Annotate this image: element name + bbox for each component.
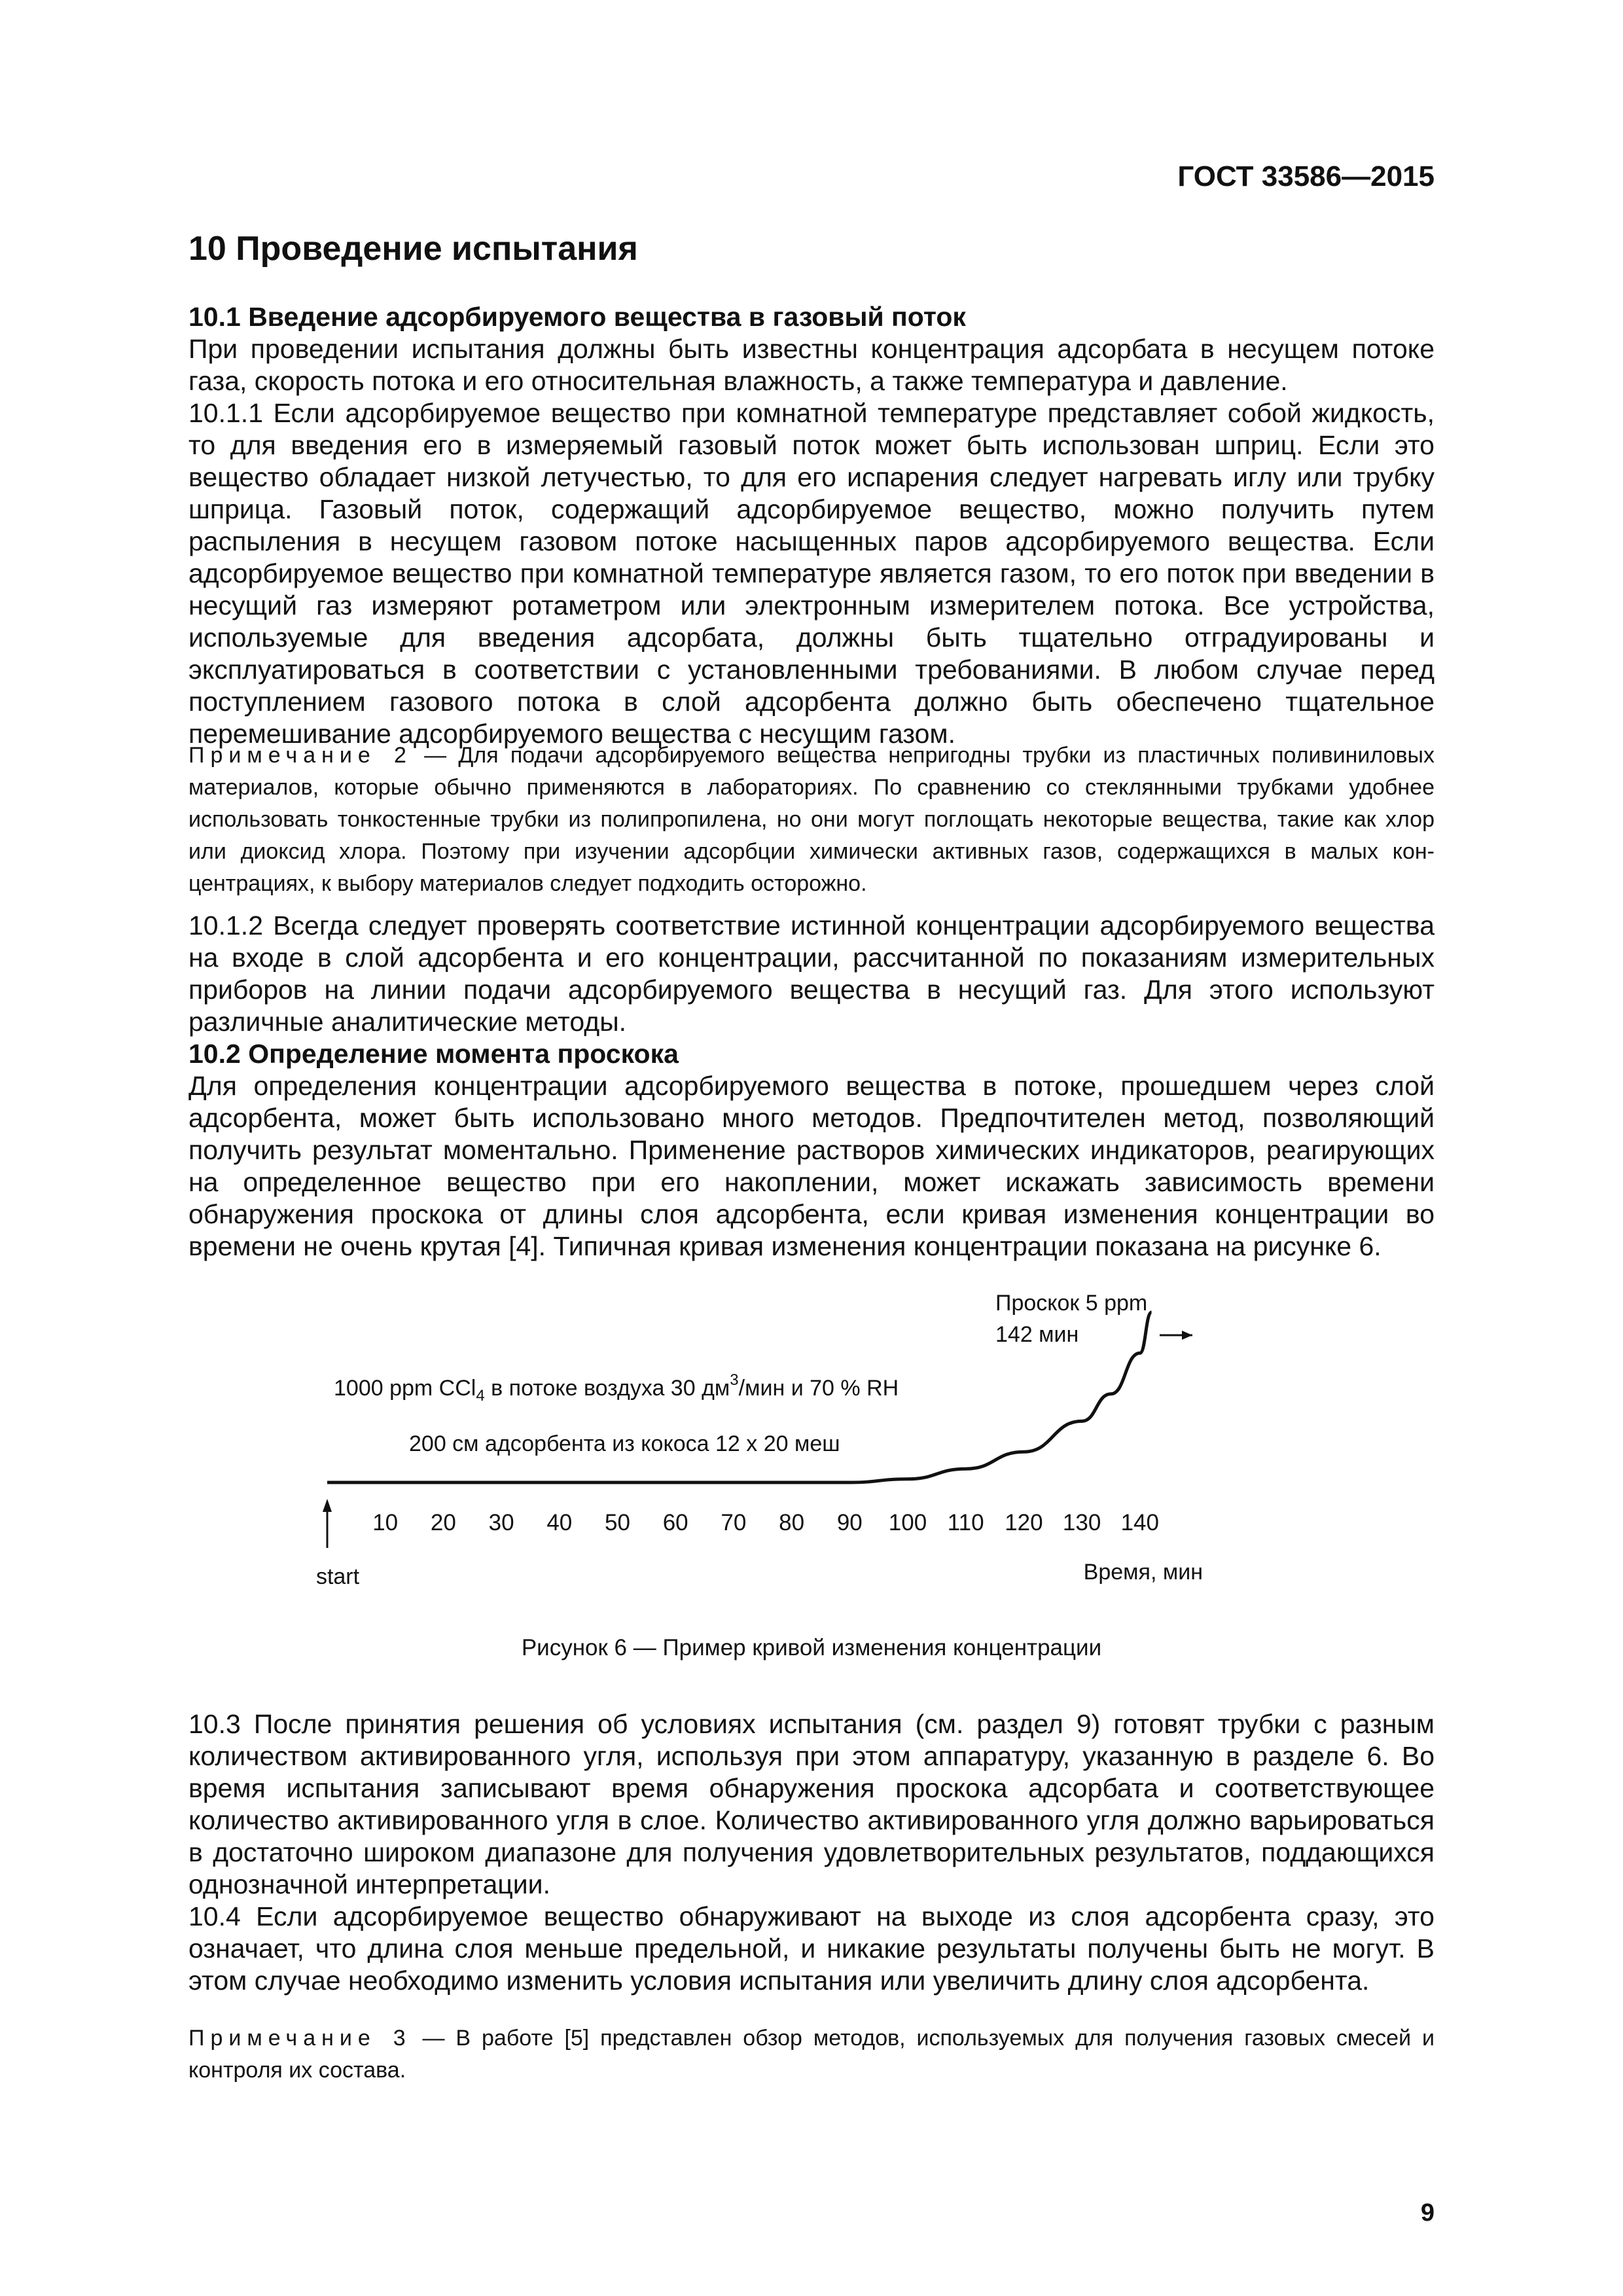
paragraph-10-4: 10.4 Если адсорбируемое вещество обнаруживают на выходе из слоя адсорбента сразу, это означает, что длина слоя меньше предельной, и никакие результаты получены быть не могут. В этом случае необходимо изменить условия испытания или увеличить длину слоя адсорбента.: [188, 1901, 1435, 1996]
start-label: start: [315, 1564, 360, 1589]
x-tick-label: 90: [836, 1510, 863, 1535]
paragraph-10-1-1: 10.1.1 Если адсорбируемое вещество при комнатной температуре представляет собой жидкость, то для введения его в измеряемый газовый поток может быть использован шприц. Если это вещество обладает низкой летучестью, то для его испарения следует нагревать иглу или трубку шприца. Газовый поток, содержащий адсорбируемое вещество, можно получить путем распыления в несущем газовом потоке насыщенных паров адсорбируемого вещества. Если адсорбируемое вещество при комнатной температуре является газом, то его поток при введении в несущий газ измеряют ротаметром или электронным измерителем потока. Все устройства, используемые для введения адсорбата, должны быть тщательно отградуированы и эксплуатироваться в соответствии с установленными требованиями. В любом случае перед поступлением газового потока в слой адсорбента должно быть обеспечено тщательное перемешивание адсорбируемого вещества с несущим газом.: [188, 398, 1435, 749]
breakthrough-arrow-head: [1182, 1331, 1192, 1340]
conditions-line-2: 200 см адсорбента из кокоса 12 х 20 меш: [409, 1431, 840, 1456]
x-tick-label: 60: [662, 1510, 688, 1535]
note-3-label: Примечание 3: [188, 2026, 412, 2051]
x-tick-label: 80: [779, 1510, 805, 1535]
paragraph-10-3: 10.3 После принятия решения об условиях испытания (см. раздел 9) готовят трубки с разным количеством активированного угля, используя при этом аппаратуру, указанную в разделе 6. Во время испытания записывают время обнаружения проскока адсорбата и соответствующее количество активированного угля в слое. Количество активированного угля должно варьироваться в достаточно широком диапазоне для получения удовлетворительных результатов, поддающихся однозначной интерпретации.: [188, 1709, 1435, 1899]
breakthrough-time: 142 мин: [995, 1322, 1079, 1347]
x-tick-label: 130: [1062, 1510, 1101, 1535]
x-tick-label: 20: [430, 1510, 456, 1535]
breakthrough-label: Проскок 5 ppm: [995, 1291, 1148, 1316]
x-tick-label: 30: [488, 1510, 514, 1535]
x-tick-label: 10: [372, 1510, 399, 1535]
note-2-paragraph: [188, 740, 1435, 900]
x-tick-label: 120: [1005, 1510, 1043, 1535]
figure-6-caption: Рисунок 6 — Пример кривой изменения концентрации: [521, 1635, 1102, 1660]
note-3-text: — В работе [5] представлен обзор методов, используемых для получения газовых смесей и контроля их состава.: [188, 2026, 1435, 2083]
x-tick-label: 100: [888, 1510, 927, 1535]
x-tick-label: 50: [605, 1510, 630, 1535]
conditions-line-1: 1000 ppm CCl$_4$ в потоке воздуха 30 $дм^3$/мин и 70 % RH: [334, 1371, 899, 1405]
subsection-10-2-block: [188, 910, 1435, 1263]
x-tick-label: 70: [721, 1510, 747, 1535]
section-title: 10 Проведение испытания: [188, 230, 638, 268]
doc-code-header: ГОСТ 33586—2015: [1177, 160, 1435, 192]
x-tick-label: 40: [546, 1510, 573, 1535]
note-3: [188, 2022, 1435, 2087]
paragraph-10-1-intro: При проведении испытания должны быть известны концентрация адсорбата в несущем потоке газа, скорость потока и его относительная влажность, а также температура и давление.: [188, 334, 1435, 396]
paragraph-10-1-2: 10.1.2 Всегда следует проверять соответствие истинной концентрации адсорбируемого вещества на входе в слой адсорбента и его концентрации, рассчитанной по показаниям измерительных приборов на линии подачи адсорбируемого вещества в несущий газ. Для этого используют различные аналитические методы.: [188, 910, 1435, 1037]
note-3-paragraph: [188, 2022, 1435, 2087]
paragraph-10-2: Для определения концентрации адсорбируемого вещества в потоке, прошедшем через слой адсорбента, может быть использовано много методов. Предпочтителен метод, позволяющий получить результат моментально. Применение растворов химических индикаторов, реагирующих на определенное вещество при его накоплении, может искажать зависимость времени обнаружения проскока от длины слоя адсорбента, если кривая изменения концентрации во времени не очень крутая [4]. Типичная кривая изменения концентрации показана на рисунке 6.: [188, 1071, 1435, 1261]
subsection-10-2-title: 10.2 Определение момента проскока: [188, 1039, 679, 1069]
subsection-10-1: [188, 301, 1435, 750]
subsection-10-1-title: 10.1 Введение адсорбируемого вещества в газовый поток: [188, 302, 966, 332]
page-number: 9: [1420, 2199, 1435, 2227]
figure-6-chart: [308, 1283, 1250, 1643]
x-tick-label: 110: [947, 1510, 984, 1535]
x-tick-label: 140: [1120, 1510, 1160, 1535]
x-axis-ticks: [372, 1510, 1159, 1535]
x-axis-label: Время, мин: [1083, 1560, 1203, 1585]
subsection-10-3-4-block: [188, 1708, 1435, 1997]
note-2: [188, 740, 1435, 900]
note-2-text: — Для подачи адсорбируемого вещества непригодны трубки из пластичных поливиниловых материалов, которые обычно применяются в лабораториях. По сравнению со стеклянными трубками удобнее использовать тонкостенные трубки из полипропилена, но они могут поглощать некоторые вещества, такие как хлор или диоксид хлора. Поэтому при изучении адсорбции химически активных газов, содержащихся в малых концентрациях, к выбору материалов следует подходить осторожно.: [188, 743, 1435, 896]
start-arrow-head: [323, 1499, 332, 1512]
note-2-label: Примечание 2: [188, 743, 412, 768]
